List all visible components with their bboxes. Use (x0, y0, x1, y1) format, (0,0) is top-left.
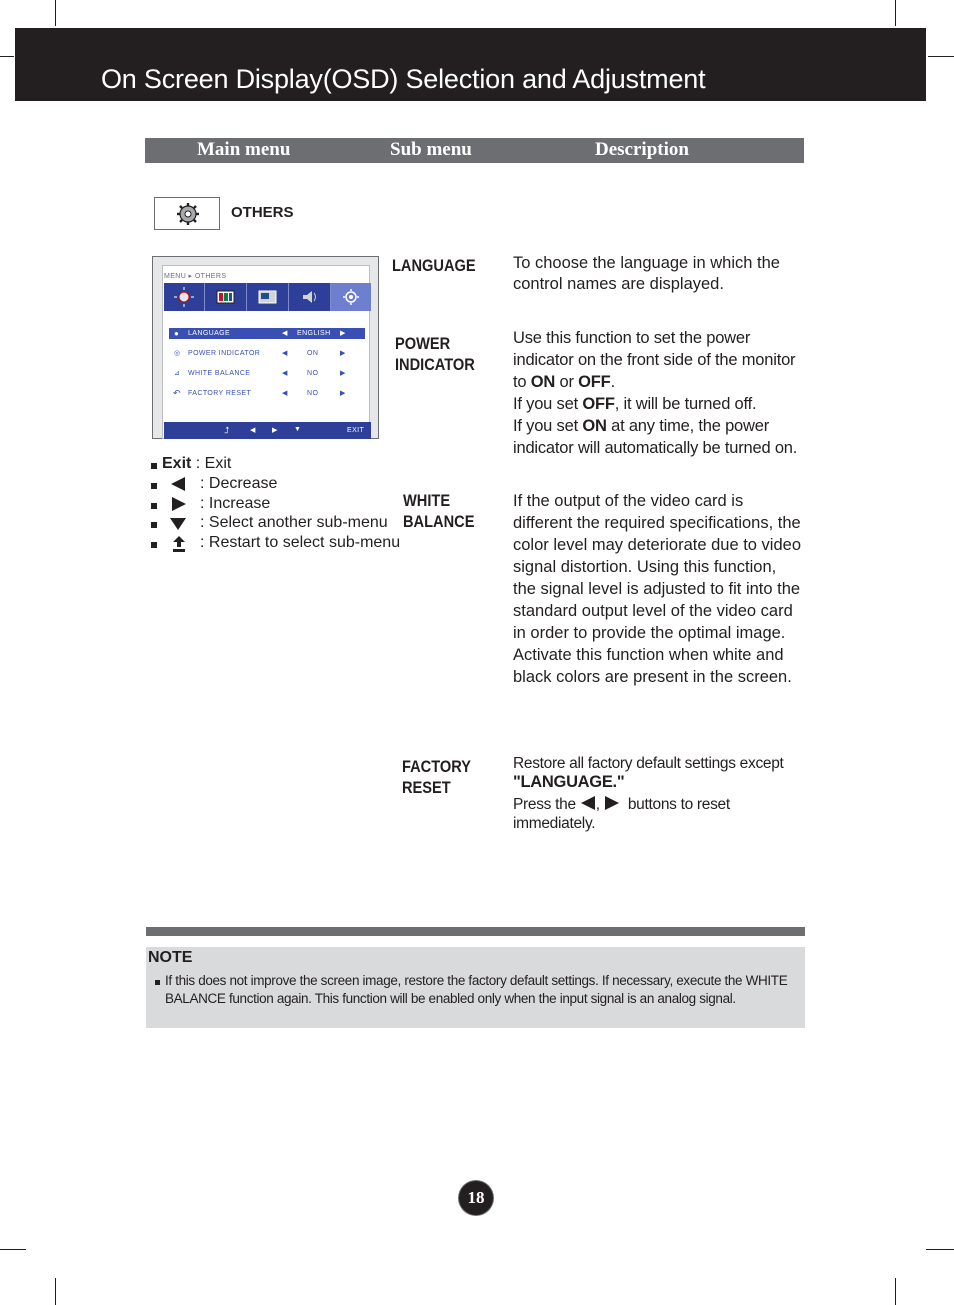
color-icon (205, 283, 246, 311)
bullet (151, 503, 157, 509)
white-desc-1: If the output of the video card is different the required specifications, the color level may deteriorate due to video signal distortion. Using this function, the signal level is adjusted to fit into the standard output level of the video card in order to provide the optimal image. (513, 492, 801, 642)
white-label-line2: BALANCE (403, 512, 475, 531)
power-on-1: ON (530, 373, 556, 391)
osd-right-arrow-icon: ▶ (340, 350, 346, 357)
legend-increase: : Increase (200, 495, 271, 512)
restart-arrow-icon (170, 535, 188, 553)
osd-row-value: ENGLISH (297, 330, 331, 337)
factory-label-line1: FACTORY (402, 757, 472, 776)
factory-immediately: immediately. (513, 815, 596, 832)
osd-left-arrow-icon: ◀ (282, 390, 288, 397)
note-box (146, 947, 805, 1028)
osd-tab-color (205, 283, 247, 311)
main-menu-label: OTHERS (231, 204, 294, 221)
power-desc-2c: , it will be turned off. (614, 395, 757, 413)
language-description: To choose the language in which the control names are displayed. (513, 254, 780, 293)
bullet (151, 522, 157, 528)
others-icon-box (154, 197, 220, 230)
osd-left-arrow-icon: ◀ (250, 427, 256, 434)
osd-row-value: NO (307, 370, 319, 377)
osd-right-arrow-icon: ▶ (272, 427, 278, 434)
legend-exit (162, 454, 231, 474)
osd-right-arrow-icon: ▶ (340, 390, 346, 397)
bullet (151, 483, 157, 489)
power-desc-3a: If you set (513, 417, 583, 435)
power-label-line2: INDICATOR (395, 355, 475, 374)
page-title: On Screen Display(OSD) Selection and Adjustment (101, 64, 706, 94)
sub-menu-white-balance (403, 490, 474, 532)
legend-exit-bold: Exit (162, 455, 192, 472)
osd-row-value: ON (307, 350, 319, 357)
gear-icon (155, 198, 219, 229)
osd-tab-sound (289, 283, 331, 311)
factory-label-line2: RESET (402, 778, 451, 797)
osd-bottom-bar (164, 422, 371, 439)
note-text: If this does not improve the screen image, restore the factory default settings. If necessary, execute the WHITE BALANCE function again. This function will be enabled only when the input signal is an analog signal. (165, 973, 788, 1006)
left-triangle-icon (580, 796, 596, 810)
sub-menu-power-indicator (395, 333, 475, 375)
osd-left-arrow-icon: ◀ (282, 350, 288, 357)
globe-icon: ● (174, 329, 180, 338)
display-icon (247, 283, 288, 311)
bullet (151, 542, 157, 548)
osd-tab-bar (164, 283, 371, 311)
right-triangle-icon (171, 497, 187, 511)
power-label-line1: POWER (395, 334, 451, 353)
crop-mark (55, 1278, 56, 1305)
crop-mark (928, 56, 954, 57)
column-sub-menu: Sub menu (390, 139, 472, 160)
osd-row-label: FACTORY RESET (188, 390, 252, 397)
osd-row-label: LANGUAGE (188, 330, 231, 337)
column-main-menu: Main menu (197, 139, 291, 160)
power-off-1: OFF (578, 373, 611, 391)
osd-screenshot (152, 256, 379, 439)
down-triangle-icon (170, 517, 186, 531)
white-balance-icon: ⊿ (174, 370, 181, 377)
power-dot: . (610, 373, 615, 391)
osd-tab-display (247, 283, 289, 311)
factory-desc: Restore all factory default settings except (513, 755, 784, 772)
power-off-2: OFF (582, 395, 615, 413)
factory-comma: , (595, 796, 600, 813)
osd-tab-others (331, 283, 371, 311)
osd-left-arrow-icon: ◀ (282, 330, 288, 337)
bullet (155, 980, 160, 985)
page-number: 18 (467, 1188, 485, 1207)
page-header (15, 28, 926, 101)
white-balance-description (513, 490, 803, 688)
osd-row-label: POWER INDICATOR (188, 350, 261, 357)
crop-mark (55, 0, 56, 26)
legend-decrease: : Decrease (200, 475, 278, 492)
restart-icon: ⮥ (224, 425, 230, 435)
note-title: NOTE (148, 949, 193, 966)
note-divider (146, 927, 805, 936)
osd-left-arrow-icon: ◀ (282, 370, 288, 377)
legend-restart: : Restart to select sub-menu (200, 534, 401, 551)
osd-right-arrow-icon: ▶ (340, 330, 346, 337)
sub-menu-factory-reset (402, 756, 471, 798)
power-desc-3c: at any time, the power indicator will automatically be turned on. (513, 417, 798, 457)
factory-reset-description (513, 754, 805, 833)
reset-icon: ↶ (173, 388, 181, 398)
osd-breadcrumb: MENU ▸ OTHERS (164, 273, 227, 280)
white-desc-2: Activate this function when white and black colors are present in the screen. (513, 646, 792, 686)
legend-select: : Select another sub-menu (200, 514, 388, 531)
speaker-icon (289, 283, 330, 311)
osd-right-arrow-icon: ▶ (340, 370, 346, 377)
factory-reset-text: buttons to reset (627, 796, 730, 813)
crop-mark (895, 1278, 896, 1305)
page-number-badge (459, 1181, 493, 1215)
crop-mark (0, 56, 14, 57)
osd-row-value: NO (307, 390, 319, 397)
power-desc-1: Use this function to set the power indicator on the front side of the monitor to (513, 329, 796, 391)
bullet (151, 463, 157, 469)
column-header-bar (145, 138, 804, 163)
osd-down-arrow-icon: ▼ (294, 426, 302, 433)
crop-mark (926, 1249, 954, 1250)
factory-language-quote: "LANGUAGE." (513, 773, 625, 791)
legend-exit-text: : Exit (191, 455, 232, 472)
power-description (513, 327, 808, 459)
sub-menu-language: LANGUAGE (392, 256, 476, 275)
right-triangle-icon (604, 796, 620, 810)
power-on-2: ON (582, 417, 607, 435)
power-desc-2a: If you set (513, 395, 583, 413)
white-label-line1: WHITE (403, 491, 451, 510)
gear-icon (331, 283, 371, 311)
osd-panel (162, 265, 370, 439)
brightness-icon (164, 283, 204, 311)
crop-mark (0, 1249, 26, 1250)
power-or: or (555, 373, 579, 391)
column-description: Description (595, 139, 689, 160)
power-indicator-icon: ◎ (174, 350, 181, 357)
left-triangle-icon (170, 477, 186, 491)
crop-mark (895, 0, 896, 26)
osd-tab-picture (164, 283, 205, 311)
factory-press: Press the (513, 796, 576, 813)
osd-exit-label: EXIT (347, 427, 365, 434)
osd-row-label: WHITE BALANCE (188, 370, 251, 377)
